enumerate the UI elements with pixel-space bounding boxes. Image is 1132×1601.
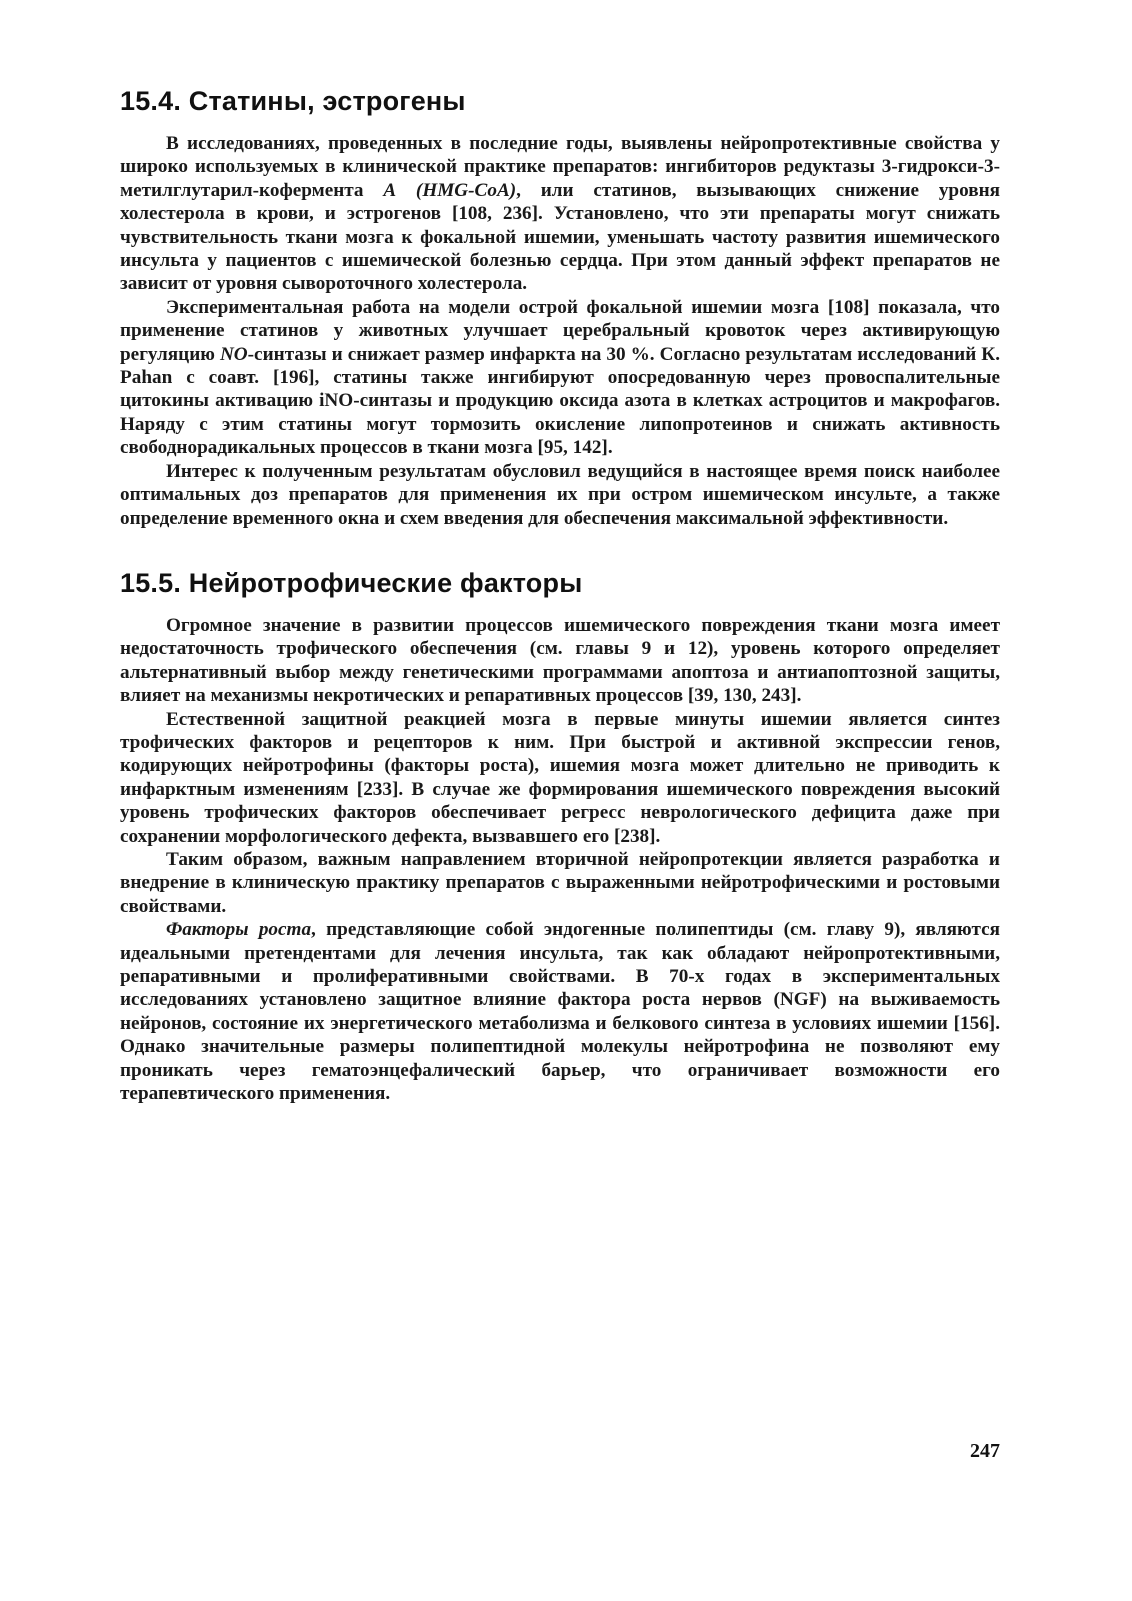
section-neurotrophic	[120, 566, 1000, 1106]
paragraph-text: , или статинов, вызывающих снижение уровня холестерола в крови, и эстрогенов [108, 236]. Установлено, что эти препараты могут снижать чувствительность ткани мозга к фокальной ишемии, уменьшать частоту развития ишемического инсульта у пациентов с ишемической болезнью сердца. При этом данный эффект препаратов не зависит от уровня сывороточного холестерола.	[120, 179, 1001, 295]
paragraph-text: ведущийся в настоящее время поиск наиболее оптимальных доз препаратов для применения их при остром ишемическом инсульте, а также определение временного окна и схем введения для обеспечения максимальной эффективности.	[120, 460, 1000, 529]
paragraph-text: -синтазы и снижает размер инфаркта на 30 %. Согласно результатам исследований К. Pahan с соавт. [196], статины также ингибируют опосредованную через провоспалительные цитокины активацию iNO-синтазы и продукцию оксида азота в клетках астроцитов и макрофагов. Наряду с этим статины могут тормозить окисление липопротеинов и снижать активность свободнорадикальных процессов в ткани мозга [95, 142].	[120, 343, 1000, 459]
paragraph-text: Таким образом, важным направлением вторичной нейропротекции является разработка и внедрение в клиническую практику препаратов с выраженными нейротрофическими и ростовыми свойствами.	[120, 848, 1000, 917]
paragraph-emphasis: А (HMG-CoA)	[383, 179, 517, 201]
paragraph	[120, 708, 1000, 848]
paragraph-emphasis: NO	[219, 343, 248, 365]
document-page	[120, 84, 1000, 1544]
paragraph	[120, 918, 1000, 1105]
paragraph-emphasis: Факторы роста	[166, 919, 312, 941]
paragraph	[120, 460, 1000, 530]
paragraph-text: Естественной защитной реакцией мозга в первые минуты ишемии является синтез трофических факторов и рецепторов к ним. При быстрой и активной экспрессии генов, кодирующих нейротрофины (факторы роста), ишемия мозга может длительно не приводить к инфарктным изменениям [233]. В случае же формирования ишемического повреждения высокий уровень трофических факторов обеспечивает регресс неврологического дефицита даже при сохранении морфологического дефекта, вызвавшего его [238].	[120, 708, 1000, 847]
section-title: 15.4. Статины, эстрогены	[120, 86, 466, 116]
paragraph	[120, 296, 1000, 460]
section-title: 15.5. Нейротрофические факторы	[120, 567, 583, 598]
paragraph	[120, 614, 1000, 708]
paragraph-text: Огромное значение в развитии процессов ишемического повреждения ткани мозга имеет недостаточность трофического обеспечения (см. главы 9 и 12), уровень которого определяет альтернативный выбор между генетическими программами апоптоза и антиапоптозной защиты, влияет на механизмы некротических и репаративных процессов [39, 130, 243].	[120, 614, 1000, 707]
section-statins	[120, 84, 1000, 530]
paragraph-text: Интерес к полученным результатам обусловил	[166, 460, 588, 482]
paragraph	[120, 848, 1000, 918]
page-number: 247	[970, 1440, 1000, 1462]
paragraph-text: , представляющие собой эндогенные полипептиды (см. главу 9), являются идеальными претендентами для лечения инсульта, так как обладают нейропротективными, репаративными и пролиферативными свойствами. В 70-х годах в экспериментальных исследованиях установлено защитное влияние фактора роста нервов (NGF) на выживаемость нейронов, состояние их энергетического метаболизма и белкового синтеза в условиях ишемии [156]. Однако значительные размеры полипептидной молекулы нейротрофина не позволяют ему проникать через гематоэнцефалический барьер, что ограничивает возможности его терапевтического применения.	[120, 919, 1000, 1105]
paragraph-text: В исследованиях, проведенных в последние годы, выявлены нейропротективные свойства у широко используемых в клинической практике препаратов: ингибиторов редуктазы 3-гидрокси-3-метилглутарил-кофермента	[120, 133, 1000, 201]
paragraph	[120, 132, 1000, 296]
paragraph-text: Экспериментальная работа на модели острой фокальной ишемии мозга [108] показала, что применение статинов у животных улучшает церебральный кровоток через активирующую регуляцию	[120, 296, 1000, 365]
